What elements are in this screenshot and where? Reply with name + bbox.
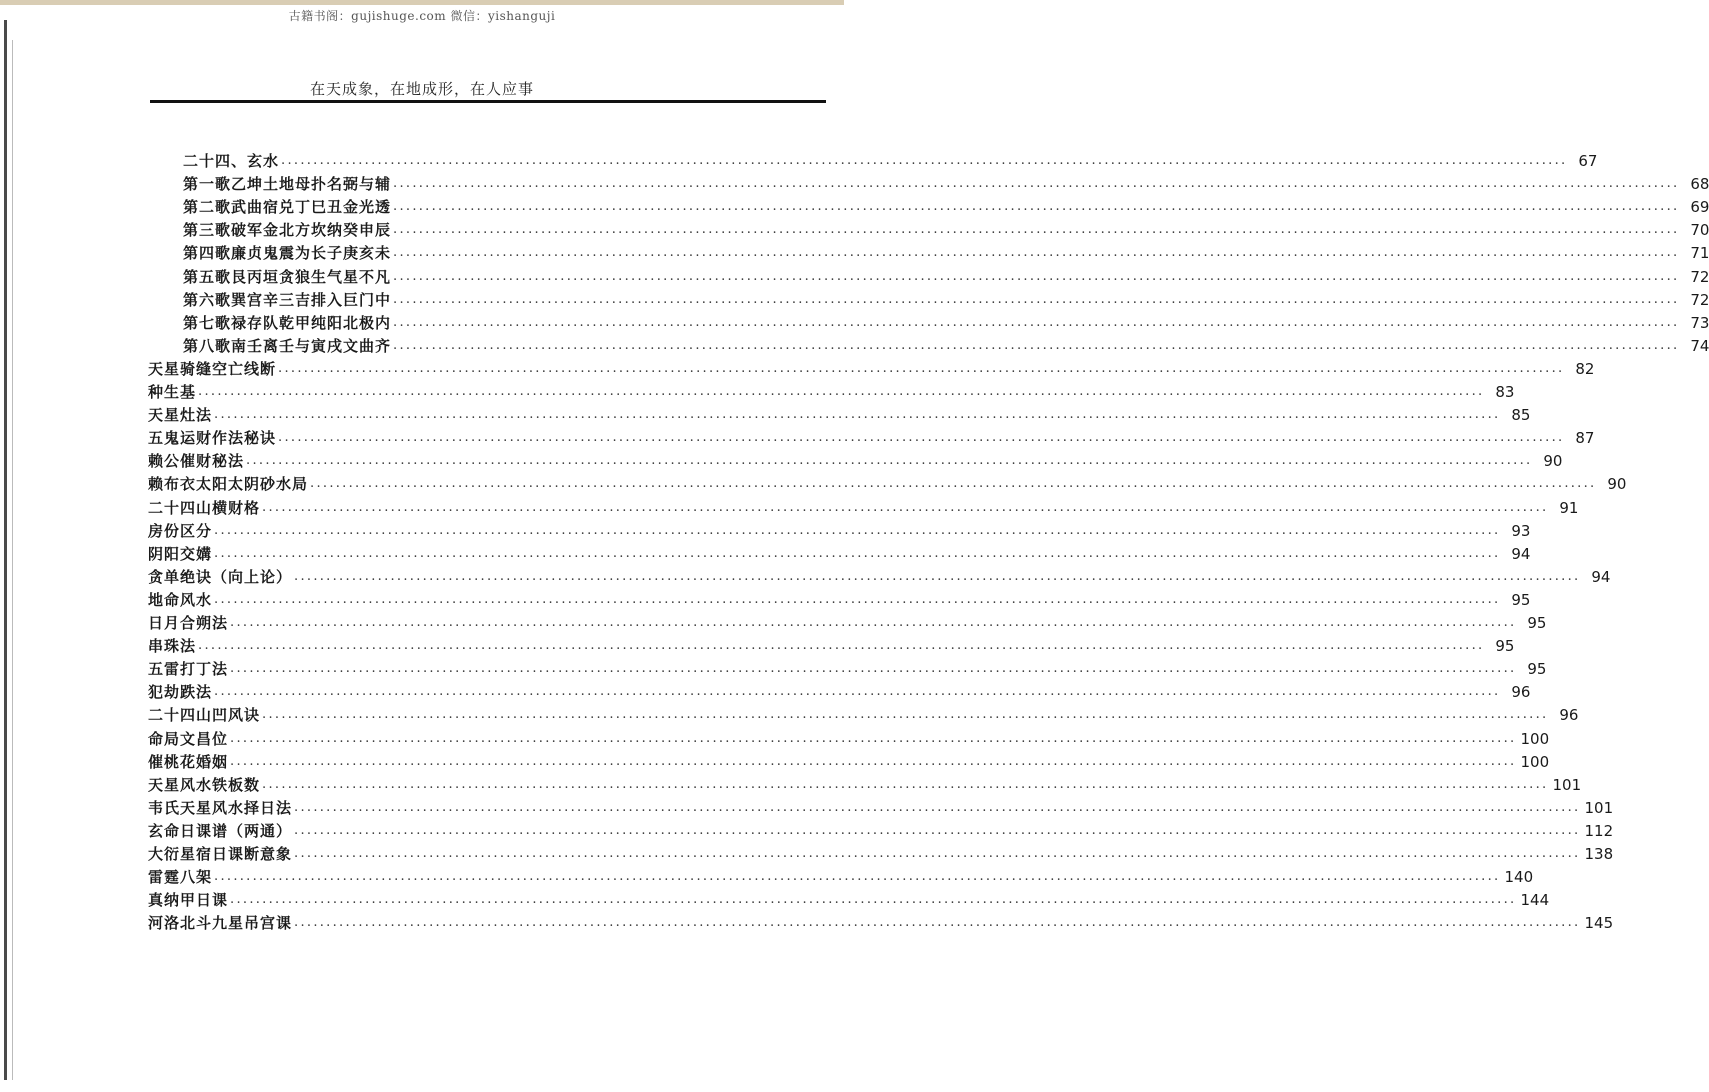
top-border-strip <box>0 0 844 5</box>
toc-leader-dots: ........................................................................................................................................................................................................ <box>393 222 1680 238</box>
toc-entry[interactable] <box>183 170 1709 194</box>
toc-leader-dots: ........................................................................................................................................................................................................ <box>246 453 1533 469</box>
toc-entry[interactable] <box>148 609 1547 632</box>
toc-entry-title: 天星风水铁板数 <box>148 775 261 794</box>
toc-leader-dots: ........................................................................................................................................................................................................ <box>230 661 1517 677</box>
toc-leader-dots: ........................................................................................................................................................................................................ <box>230 615 1517 630</box>
toc-entry-page: 73 <box>1690 313 1709 332</box>
toc-entry[interactable] <box>148 401 1531 425</box>
toc-entry-page: 93 <box>1511 521 1531 540</box>
toc-entry-title: 第三歌破军金北方坎纳癸申辰 <box>183 221 392 240</box>
toc-entry-page: 95 <box>1527 660 1547 679</box>
toc-entry-page: 74 <box>1690 336 1709 355</box>
toc-entry-page: 72 <box>1690 290 1709 309</box>
toc-entry-title: 五雷打丁法 <box>148 660 229 679</box>
toc-entry-title: 贪单绝诀（向上论） <box>148 567 293 586</box>
toc-leader-dots: ........................................................................................................................................................................................................ <box>294 822 1581 838</box>
toc-leader-dots: ........................................................................................................................................................................................................ <box>214 522 1501 538</box>
toc-entry-page: 96 <box>1559 706 1579 725</box>
toc-entry-page: 71 <box>1690 244 1709 263</box>
toc-leader-dots: ........................................................................................................................................................................................................ <box>214 684 1501 700</box>
toc-entry[interactable] <box>148 817 1614 840</box>
toc-entry[interactable] <box>183 309 1709 332</box>
toc-entry-title: 二十四山凹风诀 <box>148 706 261 725</box>
toc-entry-page: 82 <box>1575 359 1595 378</box>
toc-entry-title: 第一歌乙坤土地母扑名弼与辅 <box>183 175 392 194</box>
toc-leader-dots: ........................................................................................................................................................................................................ <box>262 499 1549 515</box>
toc-entry-title: 第二歌武曲宿兑丁巳丑金光透 <box>183 198 392 217</box>
toc-entry[interactable] <box>148 655 1547 679</box>
toc-leader-dots: ........................................................................................................................................................................................................ <box>262 776 1549 792</box>
toc-leader-dots: ........................................................................................................................................................................................................ <box>262 707 1549 723</box>
toc-entry-page: 70 <box>1690 221 1709 240</box>
toc-entry-title: 二十四山横财格 <box>148 498 261 517</box>
toc-leader-dots: ........................................................................................................................................................................................................ <box>198 638 1485 654</box>
toc-entry[interactable] <box>148 378 1515 401</box>
toc-entry-page: 68 <box>1690 175 1709 194</box>
toc-entry-title: 雷霆八架 <box>148 868 213 887</box>
toc-entry[interactable] <box>148 632 1515 656</box>
toc-entry[interactable] <box>148 909 1614 933</box>
toc-entry-title: 地命风水 <box>148 590 213 609</box>
toc-leader-dots: ........................................................................................................................................................................................................ <box>214 407 1501 423</box>
toc-entry-title: 房份区分 <box>148 521 213 540</box>
toc-entry-page: 85 <box>1511 406 1531 425</box>
toc-entry-title: 二十四、玄水 <box>183 152 280 170</box>
toc-entry[interactable] <box>148 863 1534 887</box>
toc-leader-dots: ........................................................................................................................................................................................................ <box>393 199 1680 215</box>
toc-entry-page: 144 <box>1520 891 1550 910</box>
toc-entry-title: 第七歌禄存队乾甲纯阳北极内 <box>183 313 392 332</box>
toc-entry-title: 韦氏天星风水择日法 <box>148 798 293 817</box>
toc-entry-page: 95 <box>1495 637 1515 656</box>
toc-entry-page: 100 <box>1520 729 1550 748</box>
toc-entry-page: 94 <box>1511 544 1531 563</box>
toc-entry-title: 第五歌艮丙垣贪狼生气星不凡 <box>183 267 392 286</box>
toc-entry-title: 命局文昌位 <box>148 729 229 748</box>
toc-leader-dots: ........................................................................................................................................................................................................ <box>310 476 1597 492</box>
scan-shadow-line <box>12 40 13 1080</box>
toc-entry-title: 五鬼运财作法秘诀 <box>148 429 277 448</box>
toc-entry[interactable] <box>148 794 1614 817</box>
toc-entry-title: 日月合朔法 <box>148 614 229 632</box>
toc-entry-page: 90 <box>1607 475 1627 494</box>
toc-entry-title: 催桃花婚姻 <box>148 752 229 771</box>
toc-entry[interactable] <box>148 494 1579 517</box>
watermark-text: 古籍书阁：gujishuge.com 微信：yishanguji <box>288 9 556 23</box>
toc-entry-page: 145 <box>1584 914 1614 933</box>
toc-leader-dots: ........................................................................................................................................................................................................ <box>393 268 1680 284</box>
toc-entry[interactable] <box>183 263 1709 286</box>
toc-leader-dots: ........................................................................................................................................................................................................ <box>278 360 1565 376</box>
scan-binding-edge <box>4 20 7 1080</box>
toc-entry-page: 83 <box>1495 383 1515 401</box>
toc-entry-title: 串珠法 <box>148 637 197 656</box>
toc-leader-dots: ........................................................................................................................................................................................................ <box>294 846 1581 861</box>
toc-entry-page: 94 <box>1591 567 1611 586</box>
toc-entry-page: 95 <box>1527 614 1547 632</box>
toc-leader-dots: ........................................................................................................................................................................................................ <box>294 568 1581 584</box>
toc-entry-title: 阴阳交媾 <box>148 544 213 563</box>
running-header-title: 在天成象，在地成形，在人应事 <box>309 80 534 98</box>
toc-leader-dots: ........................................................................................................................................................................................................ <box>393 337 1680 353</box>
toc-entry-page: 138 <box>1584 845 1614 863</box>
toc-leader-dots: ........................................................................................................................................................................................................ <box>214 869 1501 885</box>
toc-entry-title: 种生基 <box>148 383 197 401</box>
toc-entry-page: 100 <box>1520 752 1550 771</box>
toc-leader-dots: ........................................................................................................................................................................................................ <box>214 591 1501 607</box>
toc-entry[interactable] <box>148 701 1579 725</box>
toc-entry[interactable] <box>183 216 1709 240</box>
toc-entry-title: 犯劫跌法 <box>148 683 213 702</box>
toc-leader-dots: ........................................................................................................................................................................................................ <box>281 153 1568 168</box>
toc-entry[interactable] <box>183 193 1709 217</box>
toc-entry-page: 72 <box>1690 267 1709 286</box>
toc-entry-page: 96 <box>1511 683 1531 702</box>
toc-entry-page: 87 <box>1575 429 1595 448</box>
toc-leader-dots: ........................................................................................................................................................................................................ <box>230 892 1517 908</box>
toc-entry[interactable] <box>148 447 1563 471</box>
toc-entry[interactable] <box>148 771 1582 794</box>
toc-entry-page: 112 <box>1584 821 1614 840</box>
toc-leader-dots: ........................................................................................................................................................................................................ <box>393 314 1680 330</box>
toc-entry-title: 第四歌廉贞鬼震为长子庚亥未 <box>183 244 392 263</box>
toc-entry-page: 101 <box>1584 798 1614 817</box>
toc-leader-dots: ........................................................................................................................................................................................................ <box>278 430 1565 446</box>
toc-entry[interactable] <box>148 470 1627 494</box>
toc-entry-title: 第六歌巽宫辛三吉排入巨门中 <box>183 290 392 309</box>
toc-entry[interactable] <box>148 517 1531 540</box>
toc-entry[interactable] <box>148 563 1611 586</box>
toc-entry-title: 玄命日课谱（两通） <box>148 821 293 840</box>
toc-entry-title: 真纳甲日课 <box>148 891 229 910</box>
toc-entry[interactable] <box>148 748 1550 771</box>
toc-entry[interactable] <box>148 886 1550 910</box>
toc-entry[interactable] <box>148 586 1531 609</box>
toc-entry-title: 河洛北斗九星吊宫课 <box>148 914 293 933</box>
toc-leader-dots: ........................................................................................................................................................................................................ <box>198 384 1485 399</box>
toc-leader-dots: ........................................................................................................................................................................................................ <box>294 799 1581 815</box>
toc-entry[interactable] <box>148 540 1531 563</box>
toc-leader-dots: ........................................................................................................................................................................................................ <box>393 176 1680 192</box>
toc-leader-dots: ........................................................................................................................................................................................................ <box>393 245 1680 261</box>
toc-entry-page: 90 <box>1543 452 1563 471</box>
toc-entry-title: 大衍星宿日课断意象 <box>148 845 293 863</box>
toc-leader-dots: ........................................................................................................................................................................................................ <box>294 915 1581 931</box>
toc-entry[interactable] <box>183 332 1709 355</box>
toc-entry-page: 69 <box>1690 198 1709 217</box>
toc-leader-dots: ........................................................................................................................................................................................................ <box>214 545 1501 561</box>
toc-entry[interactable] <box>148 355 1595 378</box>
toc-entry[interactable] <box>183 286 1709 309</box>
header-rule <box>150 100 826 103</box>
toc-leader-dots: ........................................................................................................................................................................................................ <box>393 291 1680 307</box>
toc-entry[interactable] <box>148 678 1531 702</box>
toc-entry-page: 140 <box>1504 868 1534 887</box>
toc-entry-page: 95 <box>1511 590 1531 609</box>
toc-entry-page: 91 <box>1559 498 1579 517</box>
toc-entry-page: 101 <box>1552 775 1582 794</box>
toc-entry-title: 天星灶法 <box>148 406 213 425</box>
toc-leader-dots: ........................................................................................................................................................................................................ <box>230 753 1517 769</box>
toc-entry[interactable] <box>148 424 1595 448</box>
toc-entry-title: 赖布衣太阳太阴砂水局 <box>148 475 309 494</box>
toc-entry[interactable] <box>148 725 1550 748</box>
toc-entry[interactable] <box>148 840 1614 863</box>
toc-entry-page: 67 <box>1578 152 1598 170</box>
toc-entry-title: 赖公催财秘法 <box>148 452 245 471</box>
toc-entry-title: 第八歌南壬离壬与寅戌文曲齐 <box>183 336 392 355</box>
toc-entry[interactable] <box>183 147 1598 170</box>
toc-entry-title: 天星骑缝空亡线断 <box>148 359 277 378</box>
toc-entry[interactable] <box>183 239 1709 263</box>
toc-leader-dots: ........................................................................................................................................................................................................ <box>230 730 1517 746</box>
